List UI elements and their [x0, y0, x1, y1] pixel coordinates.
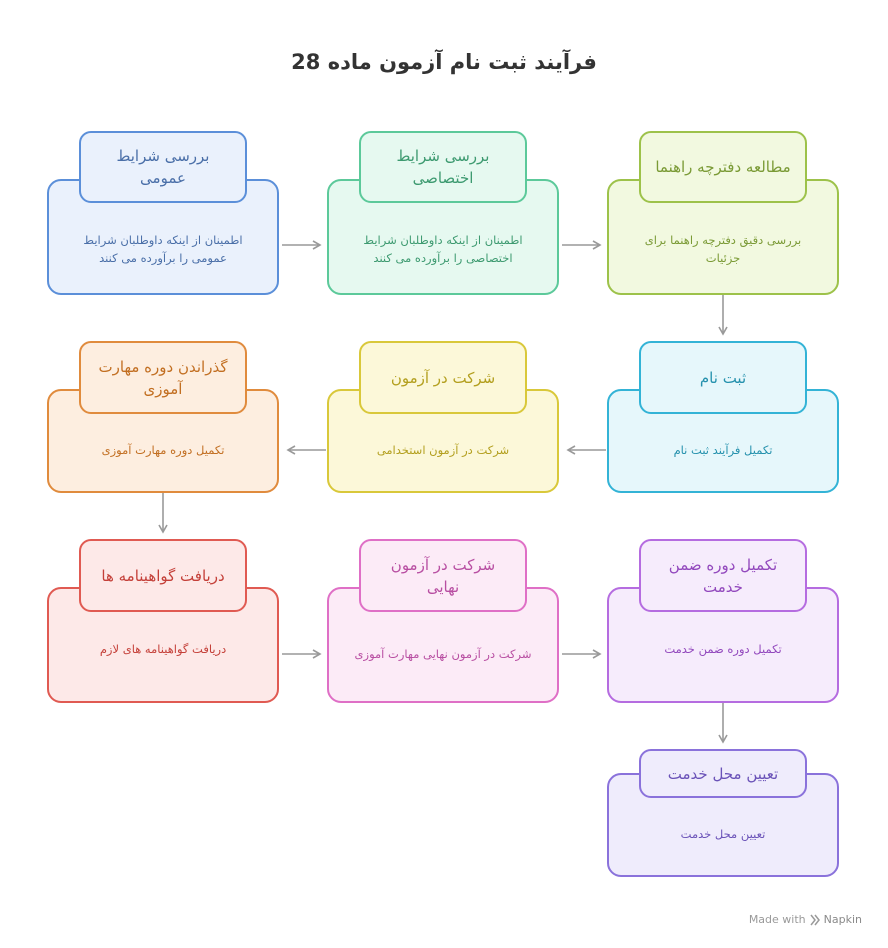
step-title-take-exam: شرکت در آزمون — [359, 341, 527, 414]
made-with-label: Made with — [748, 913, 806, 926]
step-desc: تکمیل فرآیند ثبت نام — [673, 443, 773, 457]
step-desc: تکمیل دوره مهارت آموزی — [101, 443, 225, 457]
step-title-certificates: دریافت گواهینامه ها — [79, 539, 247, 612]
step-desc: تکمیل دوره ضمن خدمت — [664, 642, 782, 656]
step-title-final-exam: شرکت در آزمون نهایی — [359, 539, 527, 612]
step-title-register: ثبت نام — [639, 341, 807, 414]
napkin-brand: Napkin — [823, 913, 862, 926]
step-title-general-conditions: بررسی شرایط عمومی — [79, 131, 247, 203]
napkin-logo-icon — [810, 914, 820, 926]
footer-branding — [749, 913, 862, 926]
step-desc: بررسی دقیق دفترچه راهنما برای جزئیات — [644, 233, 802, 265]
step-title-in-service-course: تکمیل دوره ضمن خدمت — [639, 539, 807, 612]
step-desc: دریافت گواهینامه های لازم — [99, 642, 227, 656]
step-title-read-guide: مطالعه دفترچه راهنما — [639, 131, 807, 203]
step-desc: شرکت در آزمون استخدامی — [376, 443, 510, 457]
step-title-specific-conditions: بررسی شرایط اختصاصی — [359, 131, 527, 203]
step-desc: شرکت در آزمون نهایی مهارت آموزی — [354, 647, 532, 661]
step-title-skills-course: گذراندن دوره مهارت آموزی — [79, 341, 247, 414]
diagram-title: فرآیند ثبت نام آزمون ماده 28 — [291, 50, 597, 74]
step-desc: تعیین محل خدمت — [680, 827, 766, 841]
step-desc: اطمینان از اینکه داوطلبان شرایط اختصاصی را برآورده می کنند — [363, 233, 523, 265]
step-desc: اطمینان از اینکه داوطلبان شرایط عمومی را برآورده می کنند — [83, 233, 243, 265]
step-title-service-location: تعیین محل خدمت — [639, 749, 807, 798]
